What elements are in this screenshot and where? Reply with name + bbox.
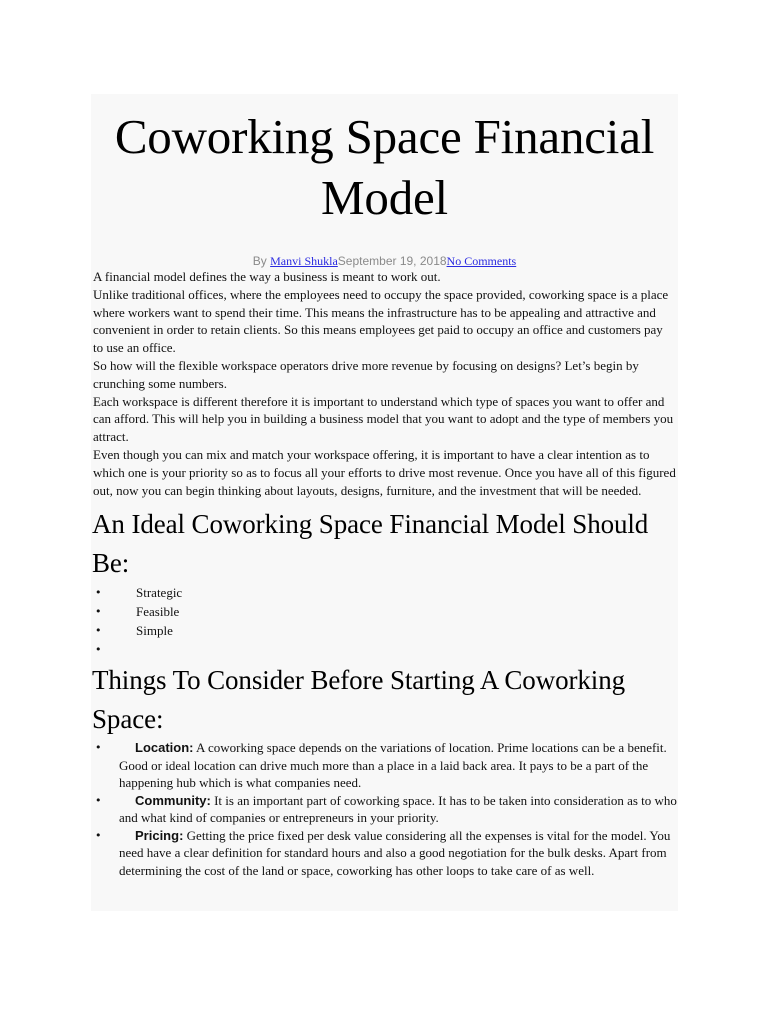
list-item-label: Feasible [136, 604, 180, 620]
paragraph: Each workspace is different therefore it is important to understand which type of spaces you want to offer and can afford. This will help you in building a business model that you want to adopt and the type of members you attract. [93, 393, 674, 445]
item-lead: Pricing: [135, 827, 184, 843]
page-title: Coworking Space Financial Model [114, 109, 655, 225]
list-item-location [91, 739, 678, 792]
paragraph: Unlike traditional offices, where the employees need to occupy the space provided, coworking space is a place where workers want to spend their time. This means the infrastructure has to be appealing and attractive and convenient in order to retain clients. So this means employees get paid to occupy an office and customers pay to use an office. [93, 286, 669, 356]
list-item-pricing [91, 827, 678, 880]
list-item-label: Simple [136, 623, 173, 639]
item-lead: Community: [135, 792, 211, 808]
list-item [91, 621, 678, 640]
paragraph: So how will the flexible workspace operators drive more revenue by focusing on designs? Let’s begin by crunching some numbers. [93, 357, 639, 391]
item-text: A coworking space depends on the variations of location. Prime locations can be a benefit. Good or ideal location can drive much more than a place in a laid back area. It pays to be a part of the happening hub which is what companies need. [119, 740, 667, 791]
document-page [91, 94, 678, 911]
article-body [91, 268, 678, 499]
paragraph: A financial model defines the way a business is meant to work out. [93, 269, 441, 284]
comments-link[interactable]: No Comments [446, 254, 517, 268]
list-item [91, 640, 678, 659]
item-text: Getting the price fixed per desk value considering all the expenses is vital for the model. You need have a clear definition for standard hours and also a good negotiation for the bulk desks. Apart from determining the cost of the land or space, coworking has other loops to take care of as well. [119, 827, 671, 878]
list-item [91, 602, 678, 621]
list-item [91, 583, 678, 602]
section-heading-things-to-consider: Things To Consider Before Starting A Coworking Space: [92, 665, 625, 735]
byline-prefix: By [252, 254, 271, 268]
bullet: • [95, 586, 102, 600]
section-heading-ideal-model: An Ideal Coworking Space Financial Model Should Be: [92, 509, 649, 579]
post-date: September 19, 2018 [337, 254, 447, 268]
list-item-label: Strategic [136, 585, 183, 601]
paragraph: Even though you can mix and match your workspace offering, it is important to have a clear intention as to which one is your priority so as to focus all your efforts to drive most revenue. Once you have all of this figured out, now you can begin thinking about layouts, designs, furniture, and the investment that will be needed. [93, 446, 676, 498]
bullet: • [95, 643, 102, 657]
bullet: • [95, 624, 102, 638]
bullet: • [95, 828, 102, 842]
things-to-consider-list [91, 739, 678, 879]
list-item-community [91, 792, 678, 827]
bullet: • [95, 741, 102, 755]
bullet: • [95, 793, 102, 807]
item-lead: Location: [135, 740, 194, 756]
item-text: It is an important part of coworking space. It has to be taken into consideration as to who and what kind of companies or entrepreneurs in your priority. [119, 792, 677, 826]
byline [91, 254, 678, 268]
author-link[interactable]: Manvi Shukla [270, 254, 338, 268]
bullet: • [95, 605, 102, 619]
ideal-model-list [91, 583, 678, 659]
